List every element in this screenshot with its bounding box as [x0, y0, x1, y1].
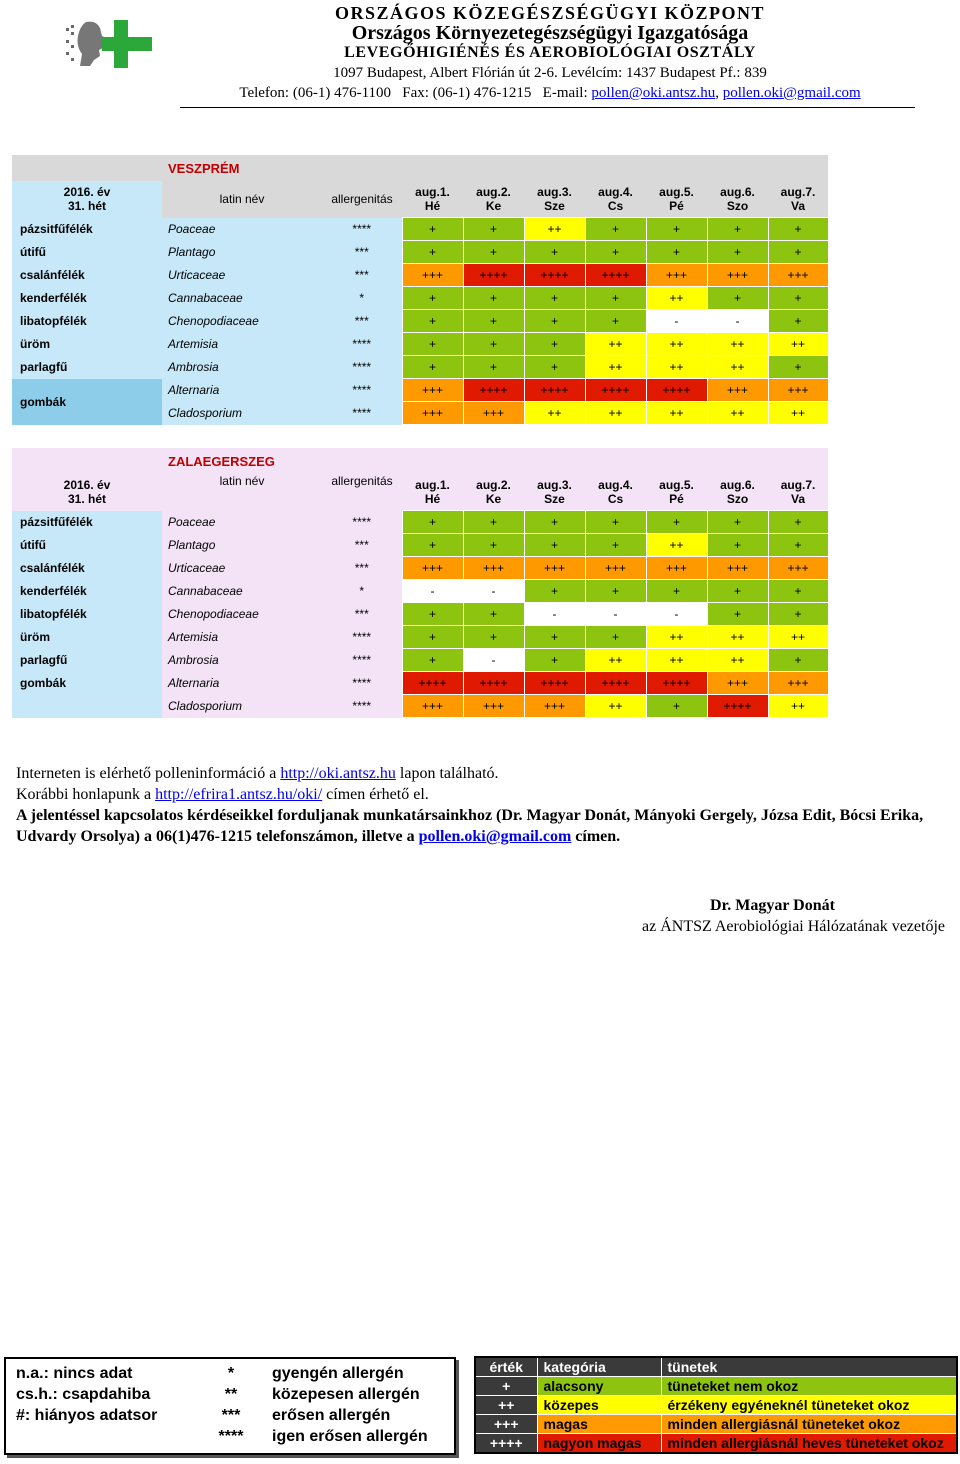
allergen-rating: ****	[322, 695, 402, 718]
pollen-level-cell: +	[768, 649, 828, 672]
pollen-row	[12, 534, 828, 557]
pollen-level-cell: ++++	[585, 264, 646, 287]
pollen-level-cell: +++	[524, 695, 585, 718]
oki-website-link[interactable]: http://oki.antsz.hu	[280, 765, 396, 782]
allergen-rating: ***	[322, 557, 402, 580]
pollen-level-cell: ++	[646, 626, 707, 649]
latin-name: Plantago	[162, 241, 322, 264]
pollen-level-cell: ++	[768, 695, 828, 718]
pollen-row	[12, 557, 828, 580]
allergen-rating: ***	[322, 310, 402, 333]
value-category-legend	[474, 1356, 958, 1454]
pollen-level-cell: ++++	[524, 264, 585, 287]
latin-name: Alternaria	[162, 672, 322, 695]
pollen-level-cell: ++++	[524, 379, 585, 402]
allergen-rating: ***	[322, 603, 402, 626]
pollen-level-cell: +	[463, 333, 524, 356]
email-link-1[interactable]: pollen@oki.antsz.hu	[591, 85, 716, 101]
pollen-level-cell: ++	[646, 356, 707, 379]
legend-description: erősen allergén	[272, 1407, 391, 1424]
latin-name: Plantago	[162, 534, 322, 557]
taxon-name: csalánfélék	[12, 557, 162, 580]
pollen-level-cell: +++	[768, 264, 828, 287]
day-header: aug.4. Cs	[585, 181, 646, 218]
latin-name: Chenopodiaceae	[162, 603, 322, 626]
allergen-rating: ****	[322, 333, 402, 356]
pollen-level-cell: +	[707, 534, 768, 557]
pollen-level-cell: +++	[707, 379, 768, 402]
legend-value: +++	[475, 1415, 537, 1434]
taxon-name: útifű	[12, 241, 162, 264]
taxon-name: kenderfélék	[12, 287, 162, 310]
allergenicity-legend	[4, 1357, 456, 1455]
pollen-level-cell: ++	[707, 626, 768, 649]
pollen-level-cell: +++	[402, 379, 463, 402]
day-header: aug.4. Cs	[585, 474, 646, 511]
pollen-level-cell: ++	[585, 356, 646, 379]
legend-category: nagyon magas	[537, 1434, 661, 1454]
allergen-rating: ****	[322, 218, 402, 241]
taxon-name: üröm	[12, 626, 162, 649]
pollen-level-cell: +	[585, 287, 646, 310]
pollen-row	[12, 603, 828, 626]
pollen-level-cell: -	[585, 603, 646, 626]
taxon-name	[12, 695, 162, 718]
pollen-level-cell: ++++	[585, 379, 646, 402]
pollen-table-zalaegerszeg	[12, 448, 829, 718]
pollen-level-cell: +	[646, 695, 707, 718]
pollen-level-cell: ++	[646, 402, 707, 425]
latin-name: Urticaceae	[162, 557, 322, 580]
pollen-level-cell: +	[402, 511, 463, 534]
pollen-level-cell: ++	[585, 402, 646, 425]
day-header: aug.3. Sze	[524, 474, 585, 511]
year-week-cell: 2016. év 31. hét	[12, 474, 162, 511]
footer-info	[16, 763, 946, 847]
header-divider	[180, 107, 915, 108]
contact-paragraph: A jelentéssel kapcsolatos kérdéseikkel forduljanak munkatársainkhoz (Dr. Magyar Donát, Mányoki Gergely, Józsa Edit, Bócsi Erika, Udvardy Orsolya) a 06(1)476-1215 telefonszámon, illetve a pollen.oki@gmail.com címen.	[16, 807, 924, 845]
pollen-level-cell: +++	[402, 695, 463, 718]
pollen-level-cell: +++	[707, 264, 768, 287]
pollen-level-cell: +	[402, 649, 463, 672]
pollen-level-cell: ++++	[585, 672, 646, 695]
pollen-level-cell: +	[707, 287, 768, 310]
pollen-level-cell: +++	[768, 379, 828, 402]
legend-level-row	[475, 1415, 957, 1434]
email-link-2[interactable]: pollen.oki@gmail.com	[722, 85, 861, 101]
day-header: aug.5. Pé	[646, 474, 707, 511]
legend-level-row	[475, 1396, 957, 1415]
pollen-level-cell: +	[585, 580, 646, 603]
pollen-level-cell: +	[524, 333, 585, 356]
allergen-rating: *	[322, 580, 402, 603]
legend-value: +	[475, 1377, 537, 1396]
pollen-level-cell: +++	[402, 402, 463, 425]
latin-name: Cladosporium	[162, 695, 322, 718]
veszprem-rows	[12, 218, 828, 425]
pollen-row	[12, 356, 828, 379]
pollen-level-cell: +	[524, 287, 585, 310]
pollen-level-cell: +	[463, 241, 524, 264]
postal-address: 1097 Budapest, Albert Flórián út 2-6. Levélcím: 1437 Budapest Pf.: 839	[333, 65, 767, 81]
pollen-level-cell: +++	[524, 557, 585, 580]
pollen-row	[12, 333, 828, 356]
legend-level-row	[475, 1434, 957, 1454]
pollen-level-cell: +	[402, 333, 463, 356]
legend-header-category: kategória	[537, 1357, 661, 1377]
pollen-level-cell: +++	[402, 264, 463, 287]
day-header: aug.2. Ke	[463, 181, 524, 218]
pollen-level-cell: +	[707, 241, 768, 264]
year-week-cell: 2016. év 31. hét	[12, 181, 162, 218]
pollen-level-cell: +++	[646, 264, 707, 287]
latin-name: Ambrosia	[162, 356, 322, 379]
directorate-name: Országos Környezetegészségügyi Igazgatósága	[351, 22, 749, 44]
pollen-row	[12, 511, 828, 534]
pollen-level-cell: +	[707, 511, 768, 534]
day-header: aug.6. Szo	[707, 474, 768, 511]
legend-description: közepesen allergén	[272, 1386, 420, 1403]
email-separator: ,	[715, 85, 723, 101]
pollen-level-cell: +++	[463, 695, 524, 718]
pollen-row	[12, 310, 828, 333]
taxon-name: üröm	[12, 333, 162, 356]
pollen-level-cell: +	[463, 287, 524, 310]
pollen-level-cell: +	[524, 580, 585, 603]
pollen-level-cell: +	[402, 534, 463, 557]
pollen-level-cell: +	[524, 511, 585, 534]
contact-phone-fax: Telefon: (06-1) 476-1100 Fax: (06-1) 476-1215 E-mail:	[239, 85, 592, 101]
pollen-level-cell: +	[646, 511, 707, 534]
allergen-rating: ****	[322, 672, 402, 695]
pollen-level-cell: ++	[707, 402, 768, 425]
legend-row	[6, 1365, 454, 1386]
legend-level-row	[475, 1377, 957, 1396]
legend-rows	[475, 1377, 957, 1454]
taxon-name: útifű	[12, 534, 162, 557]
day-header: aug.1. Hé	[402, 474, 463, 511]
legend-symptoms: minden allergiásnál heves tüneteket okoz	[661, 1434, 957, 1454]
legend-header-symptoms: tünetek	[661, 1357, 957, 1377]
pollen-level-cell: ++++	[402, 672, 463, 695]
legend-category: alacsony	[537, 1377, 661, 1396]
pollen-level-cell: ++	[585, 649, 646, 672]
pollen-level-cell: ++	[768, 333, 828, 356]
legend-value: ++	[475, 1396, 537, 1415]
legend-description: igen erősen allergén	[272, 1428, 428, 1445]
pollen-level-cell: +	[768, 603, 828, 626]
day-header: aug.2. Ke	[463, 474, 524, 511]
pollen-row	[12, 626, 828, 649]
contact-line	[180, 83, 920, 103]
latin-name: Cladosporium	[162, 402, 322, 425]
allergen-rating: ****	[322, 402, 402, 425]
pollen-level-cell: +	[463, 603, 524, 626]
pollen-row	[12, 580, 828, 603]
pollen-level-cell: +++	[463, 557, 524, 580]
city-name: VESZPRÉM	[162, 155, 828, 181]
allergen-rating: ****	[322, 379, 402, 402]
pollen-level-cell: +	[524, 356, 585, 379]
pollen-level-cell: +++	[768, 672, 828, 695]
pollen-level-cell: ++	[768, 626, 828, 649]
pollen-level-cell: ++	[646, 333, 707, 356]
allergen-rating: ****	[322, 649, 402, 672]
zalaegerszeg-rows	[12, 511, 828, 718]
pollen-level-cell: ++++	[524, 672, 585, 695]
pollen-level-cell: +	[768, 580, 828, 603]
taxon-name: parlagfű	[12, 649, 162, 672]
pollen-level-cell: +++	[707, 557, 768, 580]
pollen-level-cell: +	[768, 218, 828, 241]
legend-symptoms: érzékeny egyéneknél tüneteket okoz	[661, 1396, 957, 1415]
pollen-level-cell: ++++	[463, 672, 524, 695]
pollen-table-veszprem	[12, 155, 829, 425]
allergen-rating: ***	[322, 534, 402, 557]
institute-name: ORSZÁGOS KÖZEGÉSZSÉGÜGYI KÖZPONT	[334, 3, 766, 23]
pollen-level-cell: +	[646, 241, 707, 264]
pollen-row	[12, 649, 828, 672]
taxon-name: libatopfélék	[12, 603, 162, 626]
legend-code: #: hiányos adatsor	[16, 1407, 158, 1424]
info-line-1: Interneten is elérhető polleninformáció a http://oki.antsz.hu lapon található.	[16, 765, 499, 782]
latin-name: Cannabaceae	[162, 287, 322, 310]
pollen-level-cell: +++	[463, 402, 524, 425]
legend-row	[6, 1428, 454, 1449]
signer-name: Dr. Magyar Donát	[710, 897, 835, 914]
legend-value: ++++	[475, 1434, 537, 1454]
signer-title: az ÁNTSZ Aerobiológiai Hálózatának vezetője	[642, 918, 945, 935]
pollen-row	[12, 287, 828, 310]
pollen-level-cell: +	[524, 626, 585, 649]
pollen-level-cell: +	[707, 580, 768, 603]
pollen-level-cell: ++	[768, 402, 828, 425]
pollen-level-cell: ++++	[463, 379, 524, 402]
legend-code: cs.h.: csapdahiba	[16, 1386, 151, 1403]
pollen-level-cell: +	[524, 649, 585, 672]
taxon-name: gombák	[12, 672, 162, 695]
taxon-name: pázsitfűfélék	[12, 511, 162, 534]
pollen-level-cell: +	[524, 310, 585, 333]
pollen-level-cell: +	[463, 534, 524, 557]
pollen-level-cell: -	[646, 310, 707, 333]
pollen-level-cell: +	[402, 218, 463, 241]
pollen-level-cell: +	[585, 626, 646, 649]
pollen-level-cell: ++	[646, 287, 707, 310]
pollen-level-cell: +	[585, 310, 646, 333]
pollen-level-cell: +	[463, 218, 524, 241]
pollen-row	[12, 264, 828, 287]
pollen-level-cell: +	[402, 241, 463, 264]
pollen-row	[12, 695, 828, 718]
taxon-name: gombák	[12, 379, 162, 425]
pollen-level-cell: ++	[707, 333, 768, 356]
allergen-rating: ***	[322, 241, 402, 264]
legend-stars: **	[224, 1386, 238, 1403]
legend-symptoms: tüneteket nem okoz	[661, 1377, 957, 1396]
pollen-level-cell: +	[524, 534, 585, 557]
pollen-level-cell: +	[463, 356, 524, 379]
day-header: aug.3. Sze	[524, 181, 585, 218]
allergen-rating: ***	[322, 264, 402, 287]
day-header: aug.7. Va	[768, 474, 828, 511]
pollen-level-cell: +	[585, 241, 646, 264]
day-header: aug.1. Hé	[402, 181, 463, 218]
pollen-level-cell: +	[646, 580, 707, 603]
pollen-level-cell: +	[402, 310, 463, 333]
legend-description: gyengén allergén	[272, 1365, 404, 1382]
taxon-name: csalánfélék	[12, 264, 162, 287]
pollen-level-cell: +++	[585, 557, 646, 580]
pollen-level-cell: ++++	[463, 264, 524, 287]
pollen-level-cell: ++	[707, 649, 768, 672]
legend-row	[6, 1386, 454, 1407]
legend-stars: ***	[221, 1407, 241, 1424]
info-line-2: Korábbi honlapunk a http://efrira1.antsz.hu/oki/ címen érhető el.	[16, 786, 429, 803]
taxon-name: kenderfélék	[12, 580, 162, 603]
pollen-level-cell: +	[463, 626, 524, 649]
pollen-level-cell: +	[402, 626, 463, 649]
pollen-row	[12, 672, 828, 695]
pollen-level-cell: -	[463, 580, 524, 603]
pollen-level-cell: ++	[707, 356, 768, 379]
legend-stars: ****	[218, 1428, 244, 1445]
pollen-level-cell: +	[707, 603, 768, 626]
legend-symptoms: minden allergiásnál tüneteket okoz	[661, 1415, 957, 1434]
pollen-level-cell: +++	[707, 672, 768, 695]
pollen-level-cell: +	[402, 356, 463, 379]
pollen-level-cell: ++	[646, 649, 707, 672]
legend-code: n.a.: nincs adat	[16, 1365, 133, 1382]
pollen-level-cell: +	[524, 241, 585, 264]
latin-name: Poaceae	[162, 218, 322, 241]
allergen-rating: ****	[322, 511, 402, 534]
pollen-level-cell: ++	[646, 534, 707, 557]
pollen-level-cell: -	[646, 603, 707, 626]
allergen-rating: ****	[322, 356, 402, 379]
allergen-header: allergenitás	[322, 474, 402, 511]
pollen-level-cell: ++	[524, 402, 585, 425]
day-header: aug.5. Pé	[646, 181, 707, 218]
latin-name: Poaceae	[162, 511, 322, 534]
pollen-level-cell: ++	[585, 333, 646, 356]
pollen-level-cell: +	[463, 511, 524, 534]
latin-header: latin név	[162, 474, 322, 511]
pollen-level-cell: +++	[768, 557, 828, 580]
pollen-level-cell: +	[768, 241, 828, 264]
legend-row	[6, 1407, 454, 1428]
old-website-link[interactable]: http://efrira1.antsz.hu/oki/	[155, 786, 323, 803]
allergen-header: allergenitás	[322, 181, 402, 218]
pollen-level-cell: +	[585, 511, 646, 534]
pollen-level-cell: ++	[524, 218, 585, 241]
oki-logo	[66, 18, 152, 70]
taxon-name: pázsitfűfélék	[12, 218, 162, 241]
department-name: LEVEGŐHIGIÉNÉS ÉS AEROBIOLÓGIAI OSZTÁLY	[344, 44, 756, 61]
pollen-level-cell: +	[402, 603, 463, 626]
legend-stars: *	[227, 1365, 235, 1382]
legend-category: közepes	[537, 1396, 661, 1415]
taxon-name: parlagfű	[12, 356, 162, 379]
pollen-level-cell: +	[768, 511, 828, 534]
allergen-rating: ****	[322, 626, 402, 649]
pollen-level-cell: -	[707, 310, 768, 333]
pollen-row	[12, 218, 828, 241]
pollen-level-cell: +++	[402, 557, 463, 580]
pollen-level-cell: +	[768, 356, 828, 379]
pollen-row	[12, 379, 828, 402]
pollen-level-cell: +	[585, 218, 646, 241]
latin-name: Cannabaceae	[162, 580, 322, 603]
pollen-level-cell: ++++	[707, 695, 768, 718]
latin-name: Urticaceae	[162, 264, 322, 287]
city-name: ZALAEGERSZEG	[162, 448, 828, 474]
pollen-level-cell: +	[768, 310, 828, 333]
allergen-rating: *	[322, 287, 402, 310]
latin-header: latin név	[162, 181, 322, 218]
contact-email-link[interactable]: pollen.oki@gmail.com	[418, 828, 572, 845]
signature-block	[600, 895, 945, 937]
pollen-level-cell: -	[524, 603, 585, 626]
legend-category: magas	[537, 1415, 661, 1434]
pollen-level-cell: +	[585, 534, 646, 557]
pollen-level-cell: +	[463, 310, 524, 333]
pollen-level-cell: +	[768, 534, 828, 557]
pollen-level-cell: ++++	[646, 672, 707, 695]
day-header: aug.7. Va	[768, 181, 828, 218]
legend-header-value: érték	[475, 1357, 537, 1377]
pollen-level-cell: +	[768, 287, 828, 310]
latin-name: Alternaria	[162, 379, 322, 402]
day-header: aug.6. Szo	[707, 181, 768, 218]
pollen-level-cell: ++	[585, 695, 646, 718]
pollen-level-cell: +	[402, 287, 463, 310]
pollen-level-cell: -	[463, 649, 524, 672]
pollen-level-cell: +++	[646, 557, 707, 580]
taxon-name: libatopfélék	[12, 310, 162, 333]
latin-name: Artemisia	[162, 626, 322, 649]
pollen-level-cell: ++++	[646, 379, 707, 402]
pollen-row	[12, 241, 828, 264]
latin-name: Chenopodiaceae	[162, 310, 322, 333]
pollen-level-cell: +	[707, 218, 768, 241]
pollen-level-cell: -	[402, 580, 463, 603]
latin-name: Ambrosia	[162, 649, 322, 672]
pollen-level-cell: +	[646, 218, 707, 241]
latin-name: Artemisia	[162, 333, 322, 356]
